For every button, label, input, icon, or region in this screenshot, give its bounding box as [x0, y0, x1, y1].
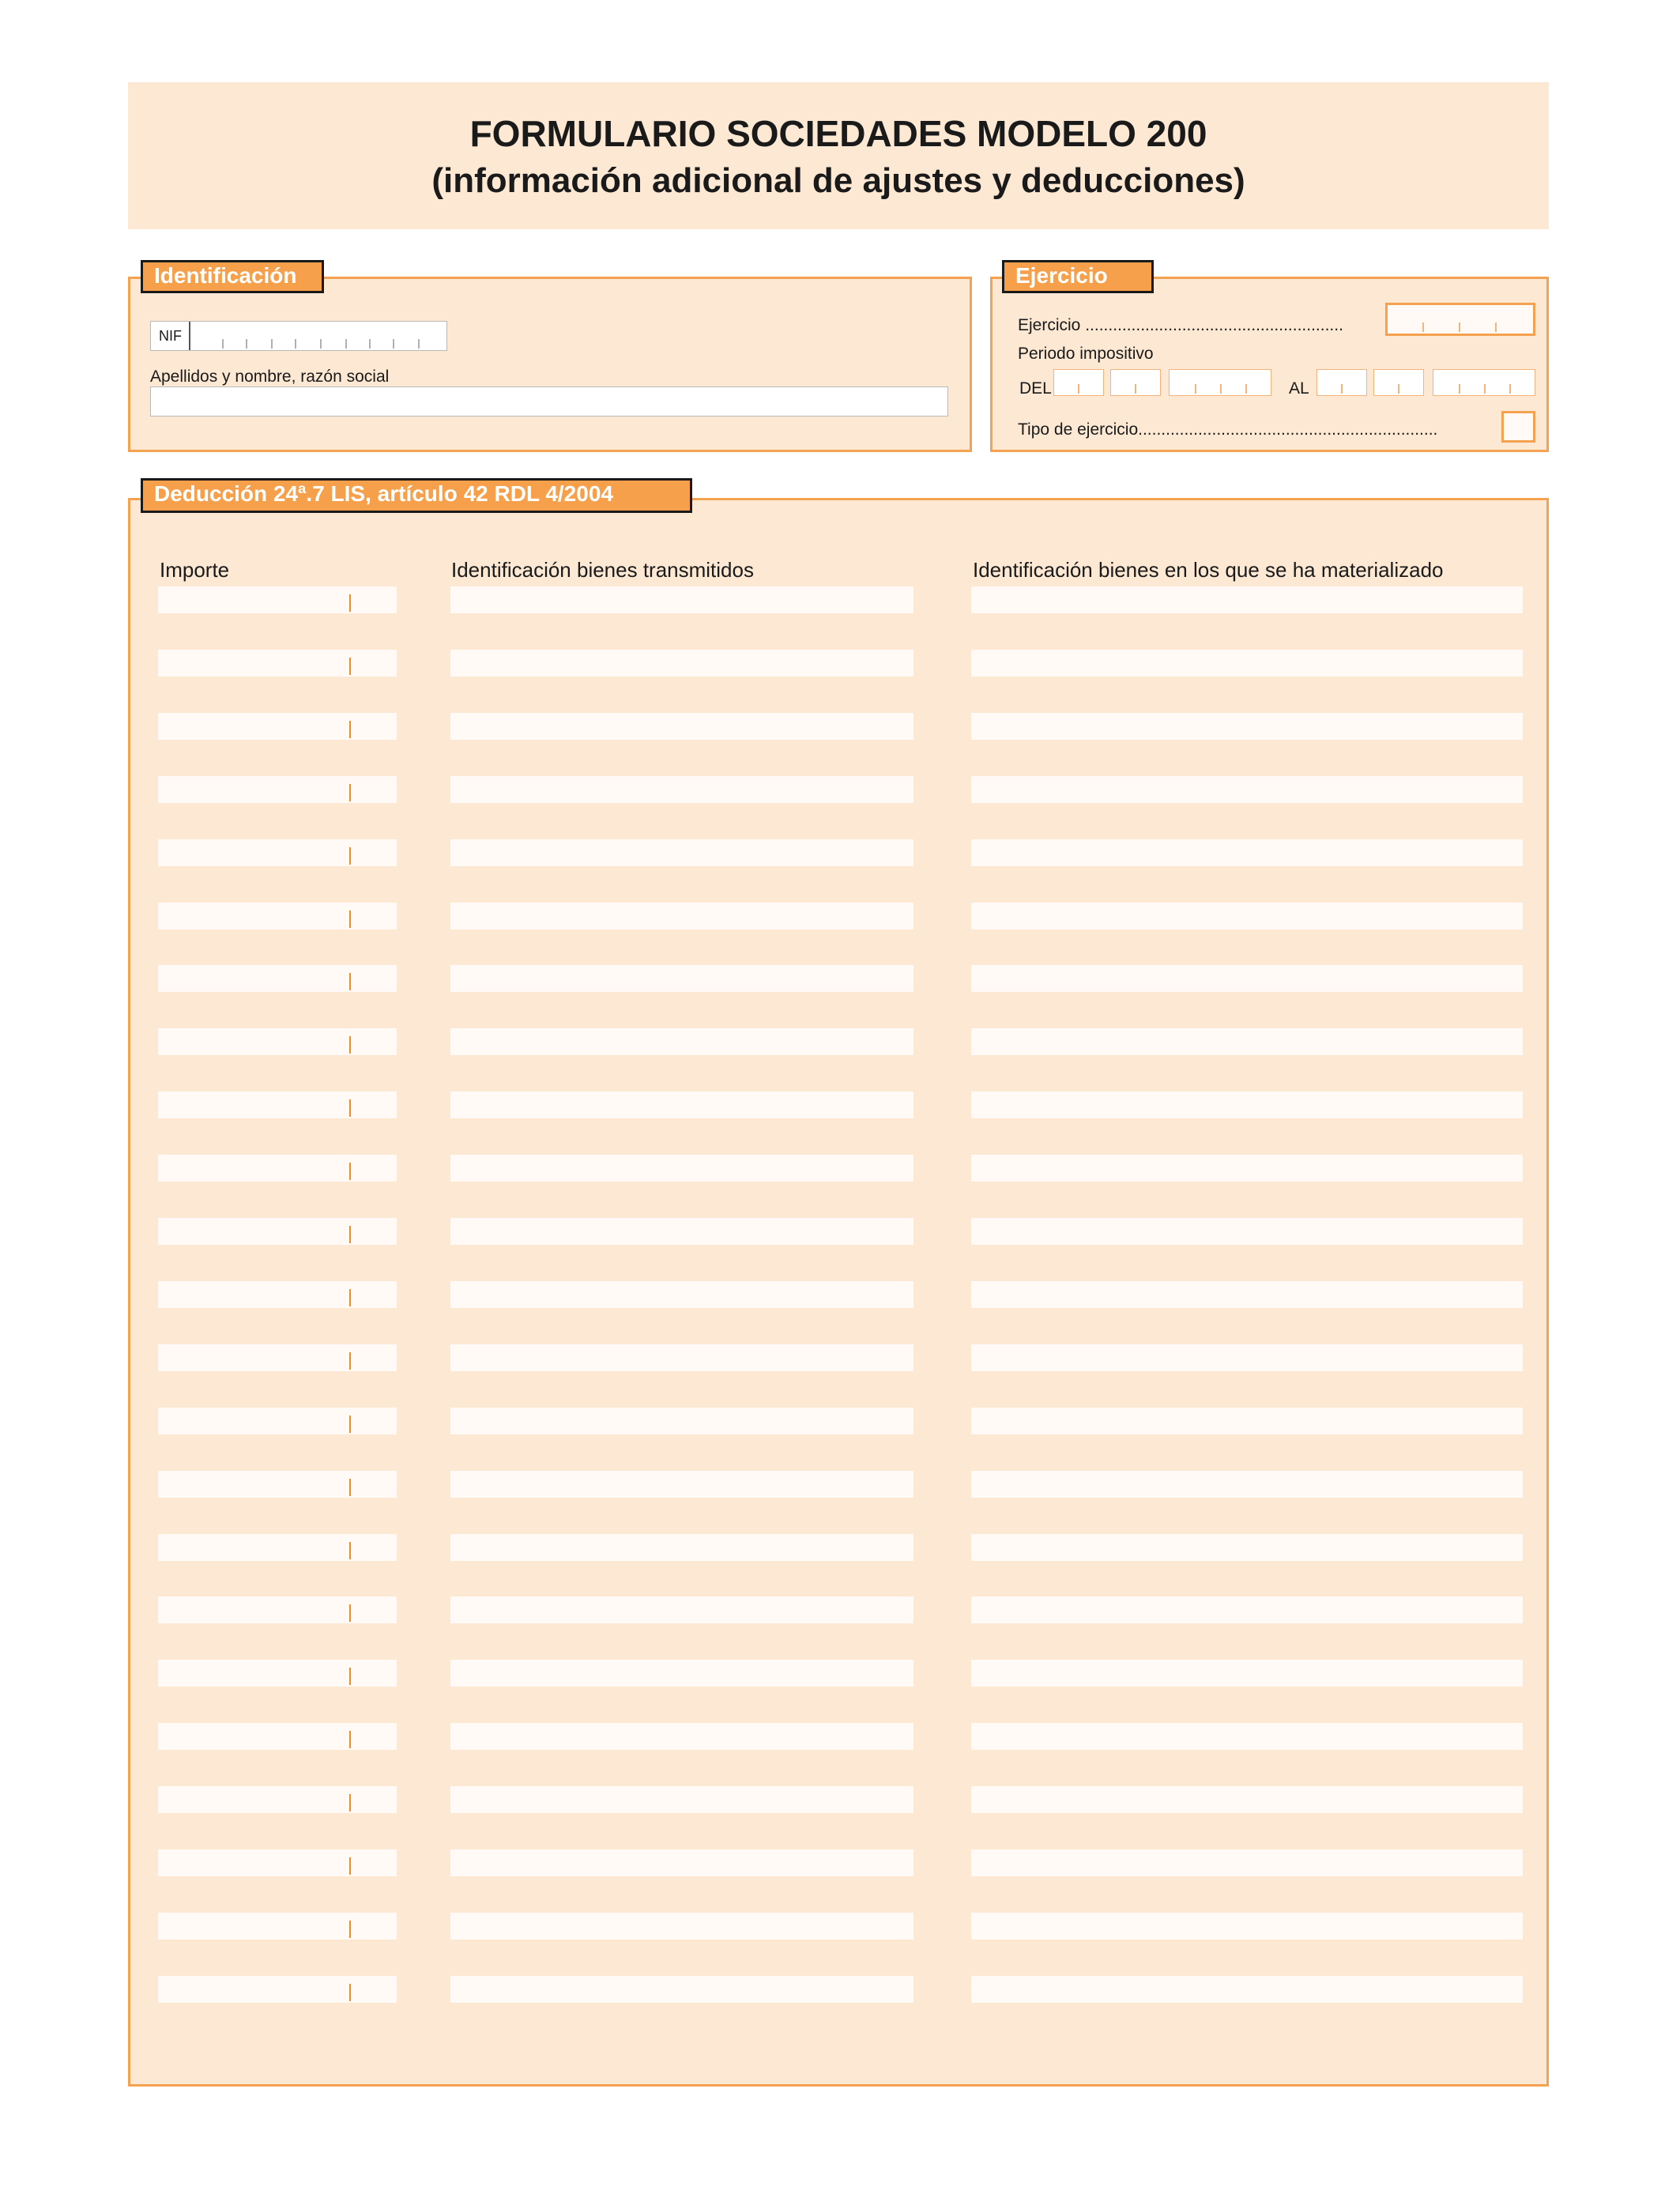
- decimal-separator-mark: [349, 1479, 351, 1496]
- del-year-field[interactable]: [1169, 369, 1271, 396]
- importe-field[interactable]: [158, 1849, 397, 1876]
- importe-field[interactable]: [158, 1786, 397, 1813]
- bienes-materializado-field[interactable]: [971, 713, 1523, 740]
- nif-separator: [189, 322, 190, 350]
- name-field[interactable]: [150, 386, 948, 417]
- bienes-transmitidos-field[interactable]: [450, 1091, 913, 1118]
- bienes-transmitidos-field[interactable]: [450, 1344, 913, 1371]
- importe-field[interactable]: [158, 1155, 397, 1182]
- bienes-materializado-field[interactable]: [971, 1534, 1523, 1561]
- bienes-transmitidos-field[interactable]: [450, 1849, 913, 1876]
- bienes-transmitidos-field[interactable]: [450, 1976, 913, 2003]
- bienes-materializado-field[interactable]: [971, 1408, 1523, 1434]
- importe-field[interactable]: [158, 1471, 397, 1498]
- bienes-materializado-field[interactable]: [971, 1155, 1523, 1182]
- importe-field[interactable]: [158, 1408, 397, 1434]
- importe-field[interactable]: [158, 1028, 397, 1055]
- bienes-materializado-field[interactable]: [971, 1281, 1523, 1308]
- decimal-separator-mark: [349, 784, 351, 801]
- bienes-materializado-field[interactable]: [971, 776, 1523, 803]
- bienes-transmitidos-field[interactable]: [450, 1028, 913, 1055]
- decimal-separator-mark: [349, 594, 351, 612]
- nif-label: NIF: [159, 328, 182, 344]
- decimal-separator-mark: [349, 1604, 351, 1622]
- decimal-separator-mark: [349, 1036, 351, 1054]
- bienes-transmitidos-field[interactable]: [450, 650, 913, 677]
- column-header-bienes-materializado: Identificación bienes en los que se ha materializado: [973, 558, 1444, 582]
- decimal-separator-mark: [349, 1099, 351, 1117]
- bienes-transmitidos-field[interactable]: [450, 1471, 913, 1498]
- bienes-materializado-field[interactable]: [971, 650, 1523, 677]
- importe-field[interactable]: [158, 1218, 397, 1245]
- al-month-field[interactable]: [1373, 369, 1424, 396]
- form-subtitle: (información adicional de ajustes y deducciones): [431, 161, 1245, 200]
- decimal-separator-mark: [349, 847, 351, 865]
- bienes-transmitidos-field[interactable]: [450, 1596, 913, 1623]
- decimal-separator-mark: [349, 1289, 351, 1306]
- importe-field[interactable]: [158, 1976, 397, 2003]
- identificacion-panel: [128, 277, 972, 452]
- importe-field[interactable]: [158, 586, 397, 613]
- bienes-transmitidos-field[interactable]: [450, 713, 913, 740]
- bienes-transmitidos-field[interactable]: [450, 1534, 913, 1561]
- bienes-materializado-field[interactable]: [971, 1091, 1523, 1118]
- bienes-transmitidos-field[interactable]: [450, 1723, 913, 1750]
- importe-field[interactable]: [158, 965, 397, 992]
- importe-field[interactable]: [158, 1913, 397, 1940]
- tipo-label: Tipo de ejercicio.................................................................: [1018, 420, 1438, 439]
- importe-field[interactable]: [158, 1660, 397, 1687]
- ejercicio-year-field[interactable]: [1385, 303, 1535, 336]
- bienes-transmitidos-field[interactable]: [450, 776, 913, 803]
- bienes-materializado-field[interactable]: [971, 1723, 1523, 1750]
- importe-field[interactable]: [158, 1344, 397, 1371]
- decimal-separator-mark: [349, 1416, 351, 1433]
- periodo-label: Periodo impositivo: [1018, 345, 1154, 363]
- bienes-transmitidos-field[interactable]: [450, 839, 913, 866]
- bienes-transmitidos-field[interactable]: [450, 1913, 913, 1940]
- decimal-separator-mark: [349, 973, 351, 990]
- bienes-materializado-field[interactable]: [971, 903, 1523, 929]
- decimal-separator-mark: [349, 910, 351, 928]
- bienes-transmitidos-field[interactable]: [450, 586, 913, 613]
- decimal-separator-mark: [349, 1542, 351, 1559]
- name-label: Apellidos y nombre, razón social: [150, 368, 390, 386]
- ejercicio-tab: Ejercicio: [1002, 260, 1154, 293]
- decimal-separator-mark: [349, 1668, 351, 1685]
- form-title-band: [128, 82, 1549, 229]
- importe-field[interactable]: [158, 1534, 397, 1561]
- form-title: FORMULARIO SOCIEDADES MODELO 200: [469, 113, 1207, 154]
- column-header-importe: Importe: [160, 558, 230, 582]
- decimal-separator-mark: [349, 1857, 351, 1875]
- importe-field[interactable]: [158, 776, 397, 803]
- bienes-materializado-field[interactable]: [971, 1913, 1523, 1940]
- bienes-materializado-field[interactable]: [971, 1849, 1523, 1876]
- nif-field[interactable]: [150, 321, 447, 351]
- bienes-materializado-field[interactable]: [971, 1660, 1523, 1687]
- decimal-separator-mark: [349, 721, 351, 738]
- decimal-separator-mark: [349, 1984, 351, 2001]
- importe-field[interactable]: [158, 1723, 397, 1750]
- bienes-transmitidos-field[interactable]: [450, 903, 913, 929]
- bienes-materializado-field[interactable]: [971, 1344, 1523, 1371]
- identificacion-tab: Identificación: [141, 260, 324, 293]
- bienes-transmitidos-field[interactable]: [450, 1786, 913, 1813]
- decimal-separator-mark: [349, 1921, 351, 1938]
- al-year-field[interactable]: [1433, 369, 1535, 396]
- bienes-transmitidos-field[interactable]: [450, 1408, 913, 1434]
- importe-field[interactable]: [158, 903, 397, 929]
- importe-field[interactable]: [158, 839, 397, 866]
- al-label: AL: [1289, 379, 1309, 398]
- del-label: DEL: [1019, 379, 1052, 398]
- importe-field[interactable]: [158, 650, 397, 677]
- bienes-materializado-field[interactable]: [971, 839, 1523, 866]
- bienes-materializado-field[interactable]: [971, 1976, 1523, 2003]
- bienes-materializado-field[interactable]: [971, 1786, 1523, 1813]
- bienes-materializado-field[interactable]: [971, 1028, 1523, 1055]
- decimal-separator-mark: [349, 658, 351, 675]
- del-month-field[interactable]: [1110, 369, 1161, 396]
- importe-field[interactable]: [158, 1281, 397, 1308]
- importe-field[interactable]: [158, 1091, 397, 1118]
- bienes-materializado-field[interactable]: [971, 1471, 1523, 1498]
- del-day-field[interactable]: [1053, 369, 1104, 396]
- decimal-separator-mark: [349, 1163, 351, 1180]
- bienes-transmitidos-field[interactable]: [450, 965, 913, 992]
- bienes-materializado-field[interactable]: [971, 965, 1523, 992]
- bienes-transmitidos-field[interactable]: [450, 1155, 913, 1182]
- al-day-field[interactable]: [1317, 369, 1367, 396]
- bienes-materializado-field[interactable]: [971, 586, 1523, 613]
- decimal-separator-mark: [349, 1226, 351, 1243]
- decimal-separator-mark: [349, 1794, 351, 1811]
- column-header-bienes-transmitidos: Identificación bienes transmitidos: [451, 558, 754, 582]
- bienes-transmitidos-field[interactable]: [450, 1218, 913, 1245]
- tipo-ejercicio-checkbox[interactable]: [1501, 411, 1535, 443]
- decimal-separator-mark: [349, 1352, 351, 1370]
- decimal-separator-mark: [349, 1731, 351, 1748]
- bienes-transmitidos-field[interactable]: [450, 1281, 913, 1308]
- bienes-materializado-field[interactable]: [971, 1218, 1523, 1245]
- bienes-transmitidos-field[interactable]: [450, 1660, 913, 1687]
- importe-field[interactable]: [158, 713, 397, 740]
- deduccion-tab: Deducción 24ª.7 LIS, artículo 42 RDL 4/2004: [141, 478, 692, 513]
- ejercicio-label: Ejercicio ........................................................: [1018, 316, 1343, 334]
- importe-field[interactable]: [158, 1596, 397, 1623]
- bienes-materializado-field[interactable]: [971, 1596, 1523, 1623]
